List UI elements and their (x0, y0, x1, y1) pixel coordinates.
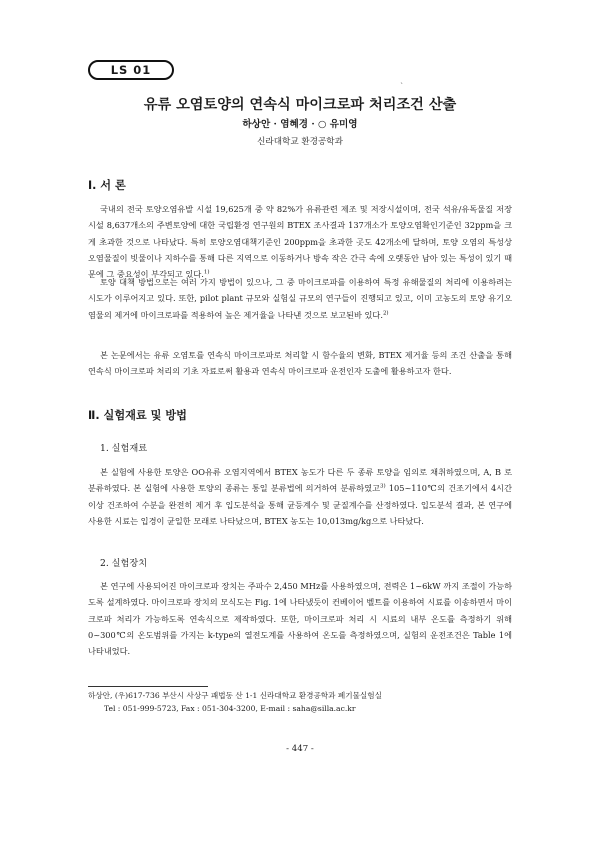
paragraph-text: 토양 대책 방법으로는 여러 가지 방법이 있으나, 그 중 마이크로파를 이용하여 특정 유해물질의 처리에 이용하려는 시도가 이루어지고 있다. 또한, pilot plant 규모와 실험실 규모의 연구들이 진행되고 있고, 이미 고농도의 토양 유기오염물의 제거에 마이크로파를 적용하여 높은 제거율을 나타낸 것으로 보고된바 있다. (88, 277, 512, 320)
intro-paragraph-1 (88, 201, 512, 282)
section-heading-materials-methods: Ⅱ. 실험재료 및 방법 (88, 409, 187, 422)
intro-paragraph-2 (88, 274, 512, 323)
intro-paragraph-3 (88, 347, 512, 380)
apparatus-paragraph (88, 578, 512, 659)
subsection-heading-materials: 1. 실험재료 (100, 443, 148, 454)
paragraph-text-continued: 105~110℃의 건조기에서 4시간 이상 건조하여 수분을 완전히 제거 후 입도분석을 통해 균등계수 및 균질계수를 산정하였다. 입도분석 결과, 본 연구에 사용한 시료는 입경이 균일한 모래로 나타났으며, BTEX 농도는 10,013mg/kg으로 나타났다. (88, 483, 512, 526)
page-number: - 447 - (286, 744, 314, 754)
reference-marker: 3) (380, 483, 386, 490)
footnote-contact: Tel : 051-999-5723, Fax : 051-304-3200, E-mail : saha@silla.ac.kr (104, 704, 356, 713)
session-code-badge: LS 01 (88, 60, 174, 80)
paragraph-text: 본 실험에 사용한 토양은 OO유류 오염지역에서 BTEX 농도가 다른 두 종류 토양을 임의로 채취하였으며, A, B 로 분류하였다. 본 실험에 사용한 토양의 종류는 통일 분류법에 의거하여 분류하였고 (88, 467, 512, 494)
stray-mark: ` (400, 82, 404, 91)
reference-marker: 2) (382, 309, 389, 316)
affiliation: 신라대학교 환경공학과 (257, 137, 343, 147)
subsection-heading-apparatus: 2. 실험장치 (100, 558, 148, 569)
footnote-address: 하상안, (우)617-736 부산시 사상구 괘법동 산 1-1 신라대학교 환경공학과 폐기물실험실 (88, 691, 382, 700)
materials-paragraph (88, 464, 512, 529)
paragraph-text: 본 논문에서는 유류 오염토를 연속식 마이크로파로 처리할 시 함수율의 변화, BTEX 제거율 등의 조건 산출을 통해 연속식 마이크로파 처리의 기초 자료로써 활용과 연속식 마이크로파 운전인자 도출에 활용하고자 한다. (88, 350, 512, 377)
reference-marker: 1) (203, 269, 210, 276)
section-heading-introduction: Ⅰ. 서 론 (88, 179, 126, 192)
footnote-divider (88, 686, 208, 687)
paper-title: 유류 오염토양의 연속식 마이크로파 처리조건 산출 (143, 97, 457, 113)
author-list: 하상안 · 염혜경 · ○ 유미영 (242, 119, 358, 130)
paragraph-text: 본 연구에 사용되어진 마이크로파 장치는 주파수 2,450 MHz를 사용하였으며, 전력은 1~6kW 까지 조절이 가능하도록 설계하였다. 마이크로파 장치의 모식도는 Fig. 1에 나타냈듯이 컨베이어 벨트를 이용하여 시료를 이송하면서 마이크로파 처리가 가능하도록 연속식으로 제작하였다. 또한, 마이크로파 처리 시 시료의 내부 온도를 측정하기 위해 0~300℃의 온도범위를 가지는 k-type의 열전도계를 사용하여 온도를 측정하였으며, 실험의 운전조건은 Table 1에 나타내었다. (88, 581, 512, 657)
paragraph-text: 국내의 전국 토양오염유발 시설 19,625개 중 약 82%가 유류관련 제조 및 저장시설이며, 전국 석유/유독물질 저장시설 8,637개소의 주변토양에 대한 국립환경 연구원의 BTEX 조사결과 137개소가 토양오염확인기준인 32ppm을 크게 초과한 것으로 나타났다. 특히 토양오염대책기준인 200ppm을 초과한 곳도 42개소에 달하며, 토양 오염의 특성상 오염물질이 빗물이나 지하수를 통해 다른 지역으로 이동하거나 방속 작은 간극 속에 오랫동안 남아 있는 특성이 있기 때문에 그 중요성이 부각되고 있다. (88, 204, 512, 280)
